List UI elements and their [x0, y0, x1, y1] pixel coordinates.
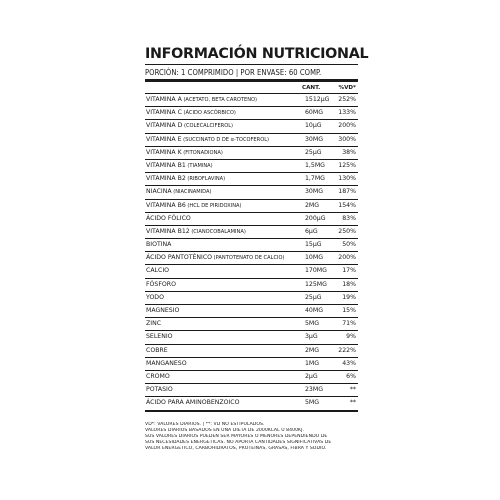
nutrient-label: ÁCIDO PANTOTÉNICO	[146, 254, 213, 262]
nutrient-label: CROMO	[146, 372, 170, 380]
nutrient-amount: 5MG	[305, 399, 320, 407]
nutrient-name	[146, 226, 246, 238]
table-row	[145, 265, 358, 278]
nutrient-amount: 1MG	[305, 359, 320, 367]
nutrient-amount: 10MG	[305, 254, 324, 262]
nutrient-source: (HCL DE PIRIDOXINA)	[185, 202, 242, 209]
table-row	[145, 397, 358, 411]
footnote-line: VALORES DIARIOS BASADOS EN UNA DIETA DE 2000KCAL U 8400KJ.	[145, 427, 305, 433]
nutrient-amount: 200µG	[305, 214, 326, 222]
table-row	[145, 239, 358, 252]
nutrient-label: VITAMINA D	[146, 122, 183, 130]
nutrient-daily-value: 18%	[342, 280, 356, 288]
nutrient-amount: 60MG	[305, 109, 324, 117]
nutrient-label: BIOTINA	[146, 241, 172, 249]
footnote-line: SUS VALORES DIARIOS PUEDEN SER MAYORES O MENORES DEPENDIENDO DE	[145, 433, 328, 439]
table-row	[145, 358, 358, 371]
nutrient-amount: 125MG	[305, 280, 327, 288]
nutrient-daily-value: **	[349, 386, 356, 394]
nutrient-daily-value: 38%	[342, 148, 356, 156]
nutrient-label: VITAMINA E	[146, 135, 182, 143]
table-row	[145, 173, 358, 186]
nutrient-name	[146, 107, 236, 119]
nutrient-daily-value: 200%	[338, 254, 356, 262]
table-header	[145, 82, 358, 94]
nutrient-amount: 170MG	[305, 267, 327, 275]
nutrient-amount: 6µG	[305, 227, 318, 235]
nutrient-daily-value: 15%	[342, 307, 356, 314]
nutrient-daily-value: 187%	[338, 188, 356, 196]
nutrient-daily-value: 222%	[338, 346, 356, 354]
nutrient-source: (COLECALCIFEROL)	[182, 123, 234, 130]
nutrient-label: VITAMINA B12	[146, 227, 190, 235]
table-row	[145, 213, 358, 226]
table-row	[145, 200, 358, 213]
nutrient-label: POTASIO	[146, 386, 173, 394]
portion-info: PORCIÓN: 1 COMPRIMIDO | POR ENVASE: 60 COMP.	[145, 65, 358, 82]
nutrient-label: MANGANESO	[146, 359, 187, 367]
footnote-line: SUS NECESIDADES ENERGÉTICAS. NO APORTA CANTIDADES SIGNIFICATIVAS DE	[145, 439, 332, 445]
nutrient-label: VITAMINA B2	[146, 175, 186, 183]
nutrient-label: FÓSFORO	[146, 280, 176, 288]
table-row	[145, 331, 358, 344]
nutrient-amount: 40MG	[305, 307, 324, 314]
nutrient-amount: 1512µG	[305, 96, 330, 103]
nutrient-daily-value: 250%	[338, 227, 356, 235]
panel-title: INFORMACIÓN NUTRICIONAL	[145, 44, 358, 65]
nutrient-daily-value: 252%	[338, 96, 356, 103]
nutrient-rows	[145, 94, 358, 412]
nutrient-amount: 25µG	[305, 148, 322, 156]
nutrient-name	[146, 265, 169, 277]
table-row	[145, 186, 358, 199]
table-row	[145, 226, 358, 239]
nutrient-amount: 2µG	[305, 372, 318, 380]
nutrient-source: (ACETATO, BETA CAROTENO)	[181, 97, 258, 103]
nutrient-source: (ÁCIDO ASCÓRBICO)	[181, 110, 236, 117]
table-row	[145, 120, 358, 133]
daily-value-column-header: %VD*	[338, 85, 356, 91]
nutrient-name	[146, 384, 173, 396]
nutrient-name	[146, 160, 213, 172]
nutrient-daily-value: 9%	[346, 333, 356, 341]
nutrient-name	[146, 239, 171, 251]
nutrient-label: NIACINA	[146, 188, 172, 196]
table-row	[145, 134, 358, 147]
table-row	[145, 305, 358, 318]
nutrient-amount: 23MG	[305, 386, 324, 394]
nutrient-daily-value: 125%	[338, 161, 356, 169]
table-row	[145, 94, 358, 107]
nutrient-name	[146, 331, 173, 343]
nutrient-name	[146, 213, 191, 225]
nutrient-name	[146, 173, 225, 185]
nutrient-daily-value: 133%	[338, 109, 356, 117]
footnote	[145, 422, 358, 452]
table-row	[145, 292, 358, 305]
nutrient-daily-value: 6%	[346, 372, 356, 380]
nutrient-amount: 2MG	[305, 201, 320, 209]
nutrient-daily-value: 154%	[338, 201, 356, 209]
nutrition-facts-panel	[145, 44, 369, 452]
nutrient-label: SELENIO	[146, 333, 173, 341]
nutrient-amount: 1,7MG	[305, 175, 325, 183]
nutrient-name	[146, 186, 211, 198]
table-row	[145, 107, 358, 120]
nutrient-label: VITAMINA A	[146, 96, 182, 103]
nutrient-amount: 15µG	[305, 241, 322, 249]
amount-column-header: CANT.	[302, 85, 321, 91]
nutrient-label: CALCIO	[146, 267, 170, 275]
nutrient-daily-value: 200%	[338, 122, 356, 130]
nutrient-daily-value: 50%	[342, 241, 356, 249]
nutrient-source: (NIACINAMIDA)	[171, 189, 212, 196]
table-row	[145, 279, 358, 292]
nutrient-name	[146, 279, 176, 291]
nutrient-daily-value: 43%	[342, 359, 356, 367]
nutrient-name	[146, 120, 233, 132]
nutrient-label: ÁCIDO PARA AMINOBENZOICO	[146, 399, 240, 407]
nutrient-name	[146, 371, 170, 383]
nutrient-amount: 3µG	[305, 333, 318, 341]
nutrient-daily-value: **	[349, 399, 356, 407]
nutrient-source: (PANTOTENATO DE CALCIO)	[212, 255, 285, 262]
table-row	[145, 147, 358, 160]
nutrient-daily-value: 300%	[338, 135, 356, 143]
nutrient-label: VITAMINA B6	[146, 201, 186, 209]
table-row	[145, 345, 358, 358]
nutrient-name	[146, 305, 179, 317]
nutrient-daily-value: 83%	[342, 214, 356, 222]
nutrient-name	[146, 397, 240, 409]
nutrient-source: (RIBOFLAVINA)	[185, 176, 226, 183]
nutrient-source: (FITONADIONA)	[181, 149, 223, 156]
nutrient-label: YODO	[146, 293, 164, 301]
nutrient-label: ZINC	[146, 320, 162, 328]
nutrient-amount: 10µG	[305, 122, 322, 130]
nutrient-name	[146, 147, 223, 159]
nutrient-source: (TIAMINA)	[185, 162, 213, 169]
nutrient-amount: 30MG	[305, 188, 324, 196]
nutrient-amount: 5MG	[305, 320, 320, 328]
nutrient-label: VITAMINA K	[146, 148, 182, 156]
nutrient-name	[146, 94, 257, 106]
table-row	[145, 371, 358, 384]
table-row	[145, 318, 358, 331]
nutrient-label: VITAMINA B1	[146, 161, 186, 169]
nutrient-amount: 25µG	[305, 293, 322, 301]
nutrient-daily-value: 17%	[342, 267, 356, 275]
table-row	[145, 384, 358, 397]
nutrient-daily-value: 130%	[338, 175, 356, 183]
nutrient-label: ÁCIDO FÓLICO	[146, 214, 191, 222]
nutrient-amount: 1,5MG	[305, 161, 325, 169]
nutrient-name	[146, 318, 161, 330]
nutrient-name	[146, 358, 187, 370]
nutrient-name	[146, 292, 164, 304]
nutrient-amount: 2MG	[305, 346, 320, 354]
nutrient-name	[146, 252, 285, 264]
nutrient-name	[146, 200, 241, 212]
nutrient-label: MAGNESIO	[146, 307, 180, 314]
footnote-line: VALOR ENERGÉTICO, CARBOHIDRATOS, PROTEÍNAS, GRASAS, FIBRA Y SODIO.	[145, 445, 327, 451]
nutrient-name	[146, 345, 168, 357]
nutrient-source: (CIANOCOBALAMINA)	[189, 228, 246, 235]
nutrient-daily-value: 71%	[342, 320, 356, 328]
nutrient-label: VITAMINA C	[146, 109, 182, 117]
table-row	[145, 252, 358, 265]
nutrient-amount: 30MG	[305, 135, 324, 143]
table-row	[145, 160, 358, 173]
nutrient-label: COBRE	[146, 346, 168, 354]
nutrient-name	[146, 134, 269, 146]
nutrient-source: (SUCCINATO D DE α-TOCOFEROL)	[181, 136, 270, 143]
footnote-line: VD*: VALORES DIARIOS. | **: VD NO ESTIPULADOS.	[145, 421, 265, 427]
nutrient-daily-value: 19%	[342, 293, 356, 301]
